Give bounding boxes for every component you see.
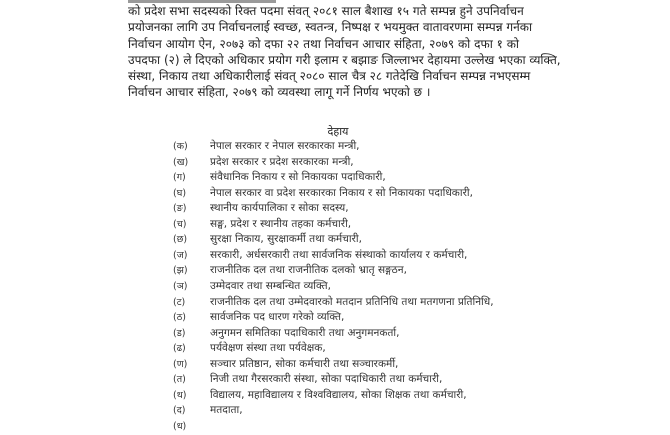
list-item-text: पर्यवेक्षण संस्था तथा पर्यवेक्षक, [210, 342, 326, 355]
list-item [0, 247, 670, 264]
list-item-text: राजनीतिक दल तथा उम्मेदवारको मतदान प्रतिनिधि तथा मतगणना प्रतिनिधि, [210, 295, 494, 308]
list-item-marker: (त) [173, 374, 186, 386]
list-item-text: प्रदेश सरकार र प्रदेश सरकारका मन्त्री, [210, 155, 354, 168]
list-item-marker: (द) [173, 405, 186, 417]
paragraph-line: उपदफा (२) ले दिएको अधिकार प्रयोग गरी इलाम र बझाङ जिल्लाभर देहायमा उल्लेख भएका व्यक्ति, [128, 52, 561, 67]
paragraph-line: को प्रदेश सभा सदस्यको रिक्त पदमा संवत् २०८१ साल बैशाख १५ गते सम्पन्न हुने उपनिर्वाचन [128, 4, 524, 18]
list-item [0, 325, 670, 342]
list-item [0, 418, 670, 435]
list-item [0, 309, 670, 326]
list-item [0, 402, 670, 419]
list-item-text: सार्वजनिक पद धारण गरेको व्यक्ति, [210, 311, 345, 324]
list-item-text: सरकारी, अर्धसरकारी तथा सार्वजनिक संस्थाको कार्यालय र कर्मचारी, [210, 248, 468, 261]
list-item [0, 371, 670, 388]
list-item-marker: (च) [173, 218, 187, 230]
list-item-text: उम्मेदवार तथा सम्बन्धित व्यक्ति, [210, 279, 331, 292]
list-item-text: सुरक्षा निकाय, सुरक्षाकर्मी तथा कर्मचारी, [210, 233, 362, 246]
paragraph-line: निर्वाचन आचार संहिता, २०७९ को व्यवस्था लागू गर्ने निर्णय भएको छ । [128, 85, 431, 100]
paragraph-line: संस्था, निकाय तथा अधिकारीलाई संवत् २०८० साल चैत्र २८ गतेदेखि निर्वाचन सम्पन्न नभएसम्म [128, 69, 531, 84]
list-item-marker: (ठ) [173, 312, 186, 324]
list-item-marker: (ध) [173, 420, 187, 432]
list-item-text: नेपाल सरकार र नेपाल सरकारका मन्त्री, [210, 140, 360, 152]
list-item-marker: (ग) [173, 172, 186, 184]
list-item-text: नेपाल सरकार वा प्रदेश सरकारका निकाय र सो निकायका पदाधिकारी, [210, 186, 473, 199]
list-item-marker: (घ) [173, 187, 187, 199]
list-item-marker: (ड) [173, 327, 186, 339]
list-item-marker: (ज) [173, 249, 188, 261]
list-item-text: निजी तथा गैरसरकारी संस्था, सोका पदाधिकारी तथा कर्मचारी, [210, 373, 443, 386]
list-item [0, 138, 670, 155]
list-item [0, 154, 670, 171]
list-item-marker: (ट) [173, 296, 186, 308]
list-item [0, 231, 670, 248]
list-item [0, 216, 670, 233]
list-item [0, 340, 670, 357]
list-item-text: सञ्चार प्रतिष्ठान, सोका कर्मचारी तथा सञ्चारकर्मी, [210, 357, 399, 370]
list-item-text: राजनीतिक दल तथा राजनीतिक दलको भ्रातृ सङ्गठन, [210, 264, 407, 277]
paragraph-line: प्रयोजनका लागि उप निर्वाचनलाई स्वच्छ, स्वतन्त्र, निष्पक्ष र भयमुक्त वातावरणमा सम्पन्न गर्नका [128, 20, 533, 35]
list-item-marker: (थ) [173, 389, 187, 401]
list-item [0, 185, 670, 202]
list-item [0, 278, 670, 295]
list-item [0, 387, 670, 404]
list-item-text: संवैधानिक निकाय र सो निकायका पदाधिकारी, [210, 171, 386, 184]
list-item-marker: (ञ) [173, 280, 188, 292]
list-item-text: सङ्घ, प्रदेश र स्थानीय तहका कर्मचारी, [210, 217, 352, 230]
list-item [0, 294, 670, 311]
list-item [0, 200, 670, 217]
list-item [0, 169, 670, 186]
list-item-marker: (क) [173, 141, 188, 152]
list-item-text: अनुगमन समितिका पदाधिकारी तथा अनुगमनकर्ता, [210, 326, 400, 339]
list-item-text: मतदाता, [210, 404, 243, 417]
list-item-text: विद्यालय, महाविद्यालय र विश्वविद्यालय, सोका शिक्षक तथा कर्मचारी, [210, 388, 467, 401]
list-item-text: स्थानीय कार्यपालिका र सोका सदस्य, [210, 202, 349, 215]
decision-paragraph [128, 3, 648, 101]
list-item-marker: (ङ) [173, 203, 187, 215]
list-item-marker: (छ) [173, 234, 188, 246]
list-heading: देहाय [327, 125, 349, 138]
list-item [0, 356, 670, 373]
list-item-marker: (झ) [173, 265, 188, 277]
paragraph-line: निर्वाचन आयोग ऐन, २०७३ को दफा २२ तथा निर्वाचन आचार संहिता, २०७९ को दफा १ को [128, 36, 520, 51]
list-item-marker: (ख) [173, 156, 189, 168]
list-item-marker: (ण) [173, 358, 188, 370]
list-item-marker: (ढ) [173, 343, 186, 355]
list-item [0, 262, 670, 279]
